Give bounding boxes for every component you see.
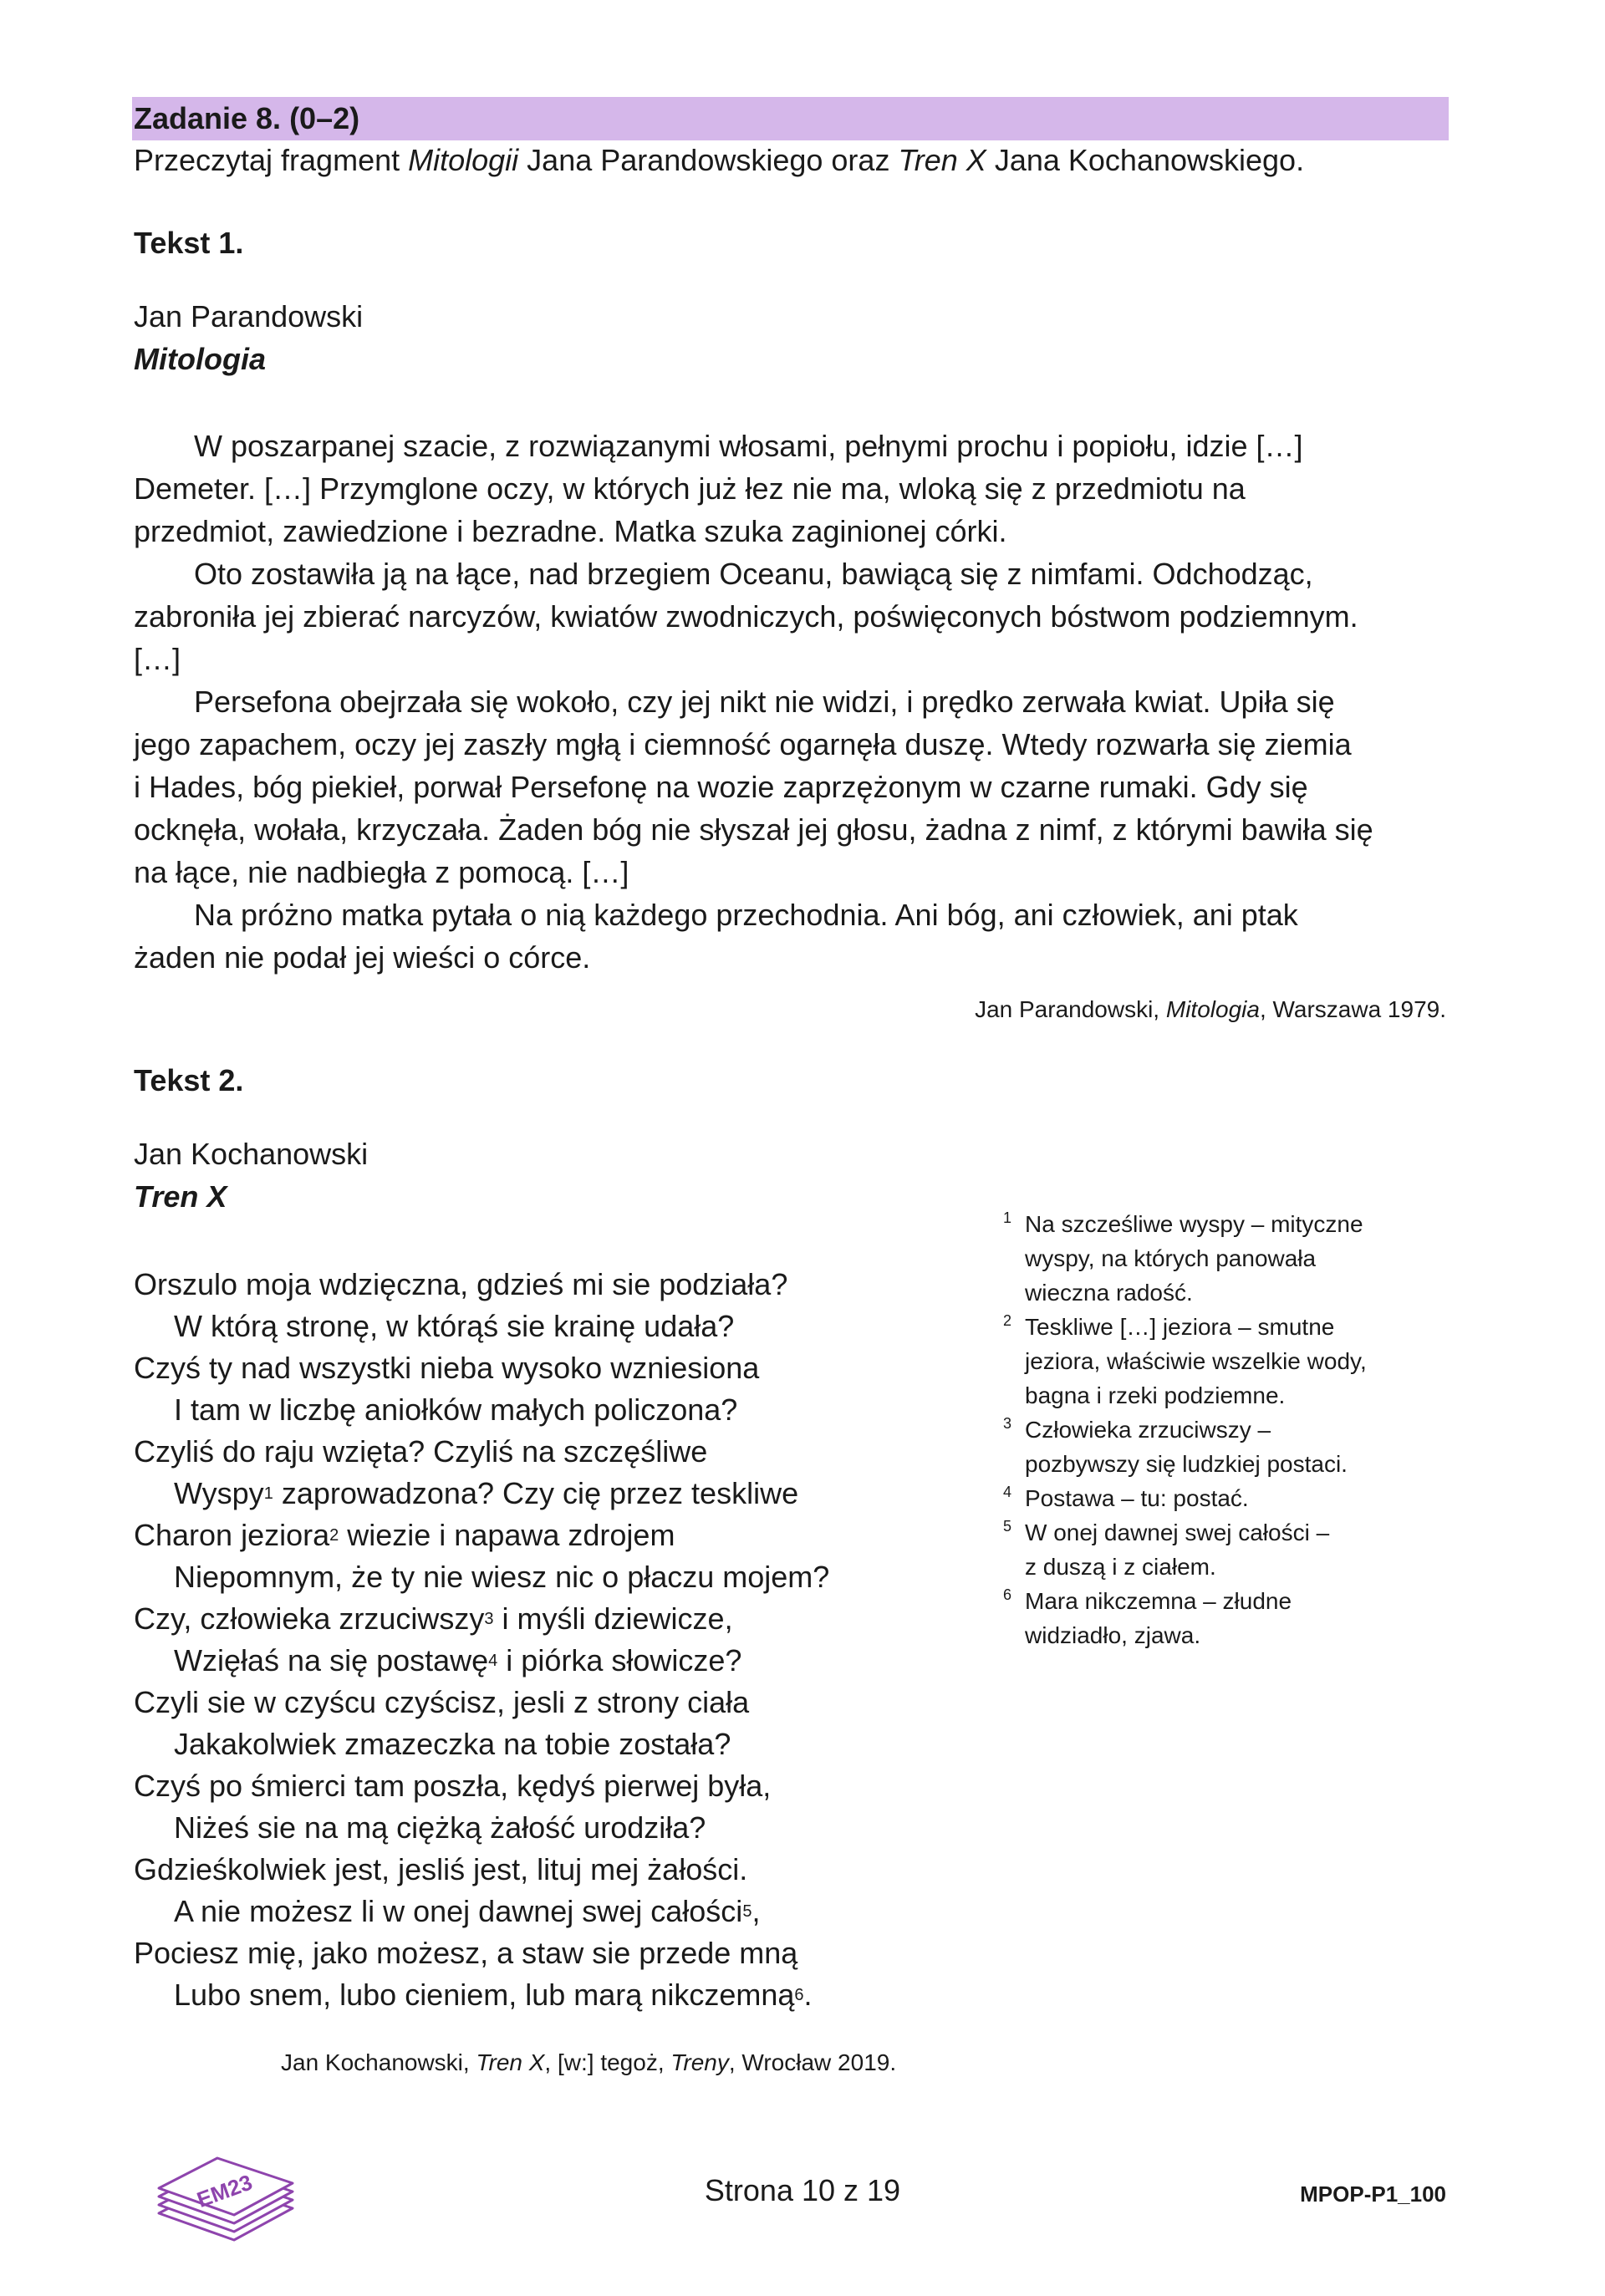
- text2-source: [281, 2046, 896, 2080]
- prose-line: i Hades, bóg piekieł, porwał Persefonę na wozie zaprzężonym w czarne rumaki. Gdy się: [134, 770, 1308, 804]
- text1-heading: Tekst 1.: [134, 226, 244, 260]
- verse-text: i myśli dziewicze,: [493, 1601, 733, 1636]
- logo-text: EM23: [193, 2169, 256, 2212]
- text1-body: [134, 425, 1450, 979]
- page-number: Strona 10 z 19: [704, 2173, 901, 2207]
- source-rest: , Warszawa 1979.: [1259, 996, 1446, 1022]
- text2-heading: Tekst 2.: [134, 1063, 244, 1097]
- verse-text: Lubo snem, lubo cieniem, lub marą nikczemną: [174, 1978, 795, 2012]
- poem-verse: Czyliś do raju wzięta? Czyliś na szczęśliwe: [134, 1434, 708, 1469]
- text1-title: Mitologia: [134, 342, 266, 376]
- footnote-line: pozbywszy się ludzkiej postaci.: [1025, 1451, 1348, 1477]
- poem-verse: [134, 1891, 829, 1932]
- verse-text: ,: [752, 1894, 761, 1928]
- poem-verse: Jakakolwiek zmazeczka na tobie została?: [174, 1727, 731, 1761]
- footnote: [1003, 1584, 1438, 1652]
- poem-verse: Niepomnym, że ty nie wiesz nic o płaczu mojem?: [174, 1560, 830, 1594]
- footnote: [1003, 1481, 1438, 1515]
- poem-verse: W którą stronę, w którąś sie krainę udała?: [174, 1309, 735, 1343]
- footnote-number: 3: [1003, 1415, 1012, 1432]
- verse-text: Czy, człowieka zrzuciwszy: [134, 1601, 485, 1636]
- verse-text: A nie możesz li w onej dawnej swej całości: [174, 1894, 743, 1928]
- footnote-line: wieczna radość.: [1025, 1280, 1193, 1306]
- footnote-ref: 4: [488, 1652, 498, 1670]
- poem-verse: [134, 1515, 829, 1556]
- prose-line: […]: [134, 642, 181, 676]
- poem-verse: Niżeś sie na mą ciężką żałość urodziła?: [174, 1810, 706, 1845]
- footnote: [1003, 1207, 1438, 1310]
- footnote-line: bagna i rzeki podziemne.: [1025, 1382, 1286, 1408]
- text1-author: Jan Parandowski: [134, 299, 364, 333]
- poem-verse: [134, 1473, 829, 1515]
- prose-line: przedmiot, zawiedzione i bezradne. Matka szuka zaginionej córki.: [134, 514, 1007, 548]
- footnote-line: Mara nikczemna – złudne: [1025, 1588, 1292, 1614]
- verse-text: zaprowadzona? Czy cię przez teskliwe: [273, 1476, 799, 1510]
- footnote-ref: 5: [742, 1902, 752, 1921]
- footnote: [1003, 1515, 1438, 1584]
- footnote-line: Teskliwe […] jeziora – smutne: [1025, 1314, 1335, 1340]
- source-author: Jan Parandowski,: [975, 996, 1166, 1022]
- verse-text: Wyspy: [174, 1476, 264, 1510]
- footnote-line: Na szcześliwe wyspy – mityczne: [1025, 1211, 1363, 1237]
- footnote-ref: 2: [329, 1526, 339, 1545]
- poem-verse: Czyś ty nad wszystki nieba wysoko wzniesiona: [134, 1351, 760, 1385]
- text2-poem: [134, 1264, 829, 2016]
- prose-line: W poszarpanej szacie, z rozwiązanymi włosami, pełnymi prochu i popiołu, idzie […]: [194, 429, 1303, 463]
- prose-line: jego zapachem, oczy jej zaszły mgłą i ciemność ogarnęła duszę. Wtedy rozwarła się ziemia: [134, 727, 1352, 761]
- verse-text: .: [803, 1978, 813, 2012]
- prose-line: Demeter. […] Przymglone oczy, w których już łez nie ma, wloką się z przedmiotu na: [134, 471, 1246, 506]
- source-rest: , Wrocław 2019.: [728, 2049, 897, 2075]
- verse-text: Charon jeziora: [134, 1518, 330, 1552]
- footnote-line: W onej dawnej swej całości –: [1025, 1520, 1330, 1545]
- footnote-number: 5: [1003, 1518, 1012, 1535]
- document-code: MPOP-P1_100: [1300, 2181, 1446, 2207]
- footnote: [1003, 1310, 1438, 1413]
- footnote-ref: 1: [263, 1484, 273, 1503]
- instruction-text: Przeczytaj fragment: [134, 143, 409, 177]
- source-author: Jan Kochanowski,: [281, 2049, 476, 2075]
- footnote-ref: 6: [794, 1986, 804, 2004]
- poem-verse: Gdzieśkolwiek jest, jesliś jest, lituj mej żałości.: [134, 1852, 748, 1886]
- source-title: Mitologia: [1165, 996, 1260, 1022]
- poem-verse: [134, 1640, 829, 1682]
- source-title: Tren X: [476, 2049, 545, 2075]
- footnote-line: Postawa – tu: postać.: [1025, 1485, 1249, 1511]
- footnote-number: 2: [1003, 1312, 1012, 1329]
- footnote-line: Człowieka zrzuciwszy –: [1025, 1417, 1271, 1443]
- instruction-text: Jana Kochanowskiego.: [986, 143, 1305, 177]
- footnote-number: 4: [1003, 1484, 1012, 1500]
- poem-verse: Pociesz mię, jako możesz, a staw sie przede mną: [134, 1936, 798, 1970]
- prose-line: ocknęła, wołała, krzyczała. Żaden bóg nie słyszał jej głosu, żadna z nimf, z którymi bawiła się: [134, 812, 1373, 847]
- poem-verse: Orszulo moja wdzięczna, gdzieś mi sie podziała?: [134, 1267, 788, 1301]
- text2-title: Tren X: [134, 1179, 227, 1214]
- poem-verse: I tam w liczbę aniołków małych policzona?: [174, 1392, 738, 1427]
- verse-text: Wzięłaś na się postawę: [174, 1643, 489, 1677]
- text1-source: [975, 993, 1446, 1026]
- source-title: Treny: [670, 2049, 729, 2075]
- footnote-line: widziadło, zjawa.: [1025, 1622, 1201, 1648]
- prose-line: Persefona obejrzała się wokoło, czy jej nikt nie widzi, i prędko zerwała kwiat. Upiła się: [194, 685, 1335, 719]
- instruction-italic-mitologia: Mitologii: [408, 143, 519, 177]
- footnote-number: 6: [1003, 1586, 1012, 1603]
- prose-line: Na próżno matka pytała o nią każdego przechodnia. Ani bóg, ani człowiek, ani ptak: [194, 898, 1298, 932]
- task-instruction: [134, 139, 1304, 182]
- footnote-line: z duszą i z ciałem.: [1025, 1554, 1216, 1580]
- instruction-italic-tren: Tren X: [898, 143, 986, 177]
- text2-author: Jan Kochanowski: [134, 1137, 369, 1171]
- instruction-text: Jana Parandowskiego oraz: [518, 143, 899, 177]
- verse-text: i piórka słowicze?: [497, 1643, 742, 1677]
- task-header: Zadanie 8. (0–2): [132, 97, 1449, 140]
- footnotes: [1003, 1207, 1438, 1652]
- footnote-number: 1: [1003, 1209, 1012, 1226]
- footnote-ref: 3: [484, 1610, 494, 1628]
- prose-line: żaden nie podał jej wieści o córce.: [134, 940, 591, 975]
- footnote-line: wyspy, na których panowała: [1025, 1245, 1317, 1271]
- poem-verse: [134, 1598, 829, 1640]
- verse-text: wiezie i napawa zdrojem: [339, 1518, 675, 1552]
- prose-line: zabroniła jej zbierać narcyzów, kwiatów zwodniczych, poświęconych bóstwom podziemnym.: [134, 599, 1358, 634]
- source-mid: , [w:] tegoż,: [544, 2049, 671, 2075]
- footnote-line: jeziora, właściwie wszelkie wody,: [1025, 1348, 1367, 1374]
- poem-verse: Czyś po śmierci tam poszła, kędyś pierwej była,: [134, 1769, 772, 1803]
- poem-verse: Czyli sie w czyścu czyścisz, jesli z strony ciała: [134, 1685, 750, 1719]
- prose-line: Oto zostawiła ją na łące, nad brzegiem Oceanu, bawiącą się z nimfami. Odchodząc,: [194, 557, 1313, 591]
- prose-line: na łące, nie nadbiegła z pomocą. […]: [134, 855, 629, 889]
- footnote: [1003, 1413, 1438, 1481]
- poem-verse: [134, 1974, 829, 2016]
